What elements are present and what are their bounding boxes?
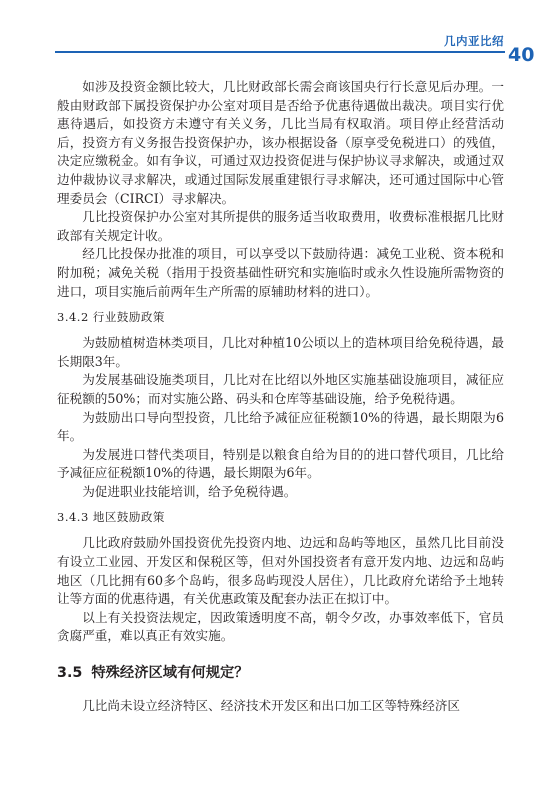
page-number: 40 — [508, 44, 535, 66]
section-title: 特殊经济区域有何规定？ — [91, 665, 249, 682]
page-body — [57, 78, 504, 716]
section-heading — [57, 663, 504, 683]
paragraph: 为鼓励出口导向型投资，几比给予减征应征税额10%的待遇，最长期限为6年。 — [57, 409, 504, 444]
paragraph: 为发展基础设施类项目，几比对在比绍以外地区实施基础设施项目，减征应征税额的50%；而对实施公路、码头和仓库等基础设施，给予免税待遇。 — [57, 372, 504, 406]
subsection-heading-industry-incentives: 3.4.2 行业鼓励政策 — [57, 310, 165, 325]
header-title: 几内亚比绍 — [444, 34, 504, 48]
subsection-heading-regional-incentives: 3.4.3 地区鼓励政策 — [57, 510, 165, 525]
paragraph: 为发展进口替代类项目，特别是以粮食自给为目的的进口替代项目，几比给予减征应征税额10%的待遇，最长期限为6年。 — [57, 446, 504, 481]
paragraph: 几比投资保护办公室对其所提供的服务适当收取费用，收费标准根据几比财政部有关规定计收。 — [57, 209, 504, 243]
paragraph: 经几比投保办批准的项目，可以享受以下鼓励待遇：减免工业税、资本税和附加税；减免关税（指用于投资基础性研究和实施临时或永久性设施所需物资的进口，项目实施后前两年生产所需的原辅助材料的进口）。 — [57, 246, 504, 299]
section-number: 3.5 — [57, 665, 83, 682]
paragraph: 如涉及投资金额比较大，几比财政部长需会商该国央行行长意见后办理。一般由财政部下属投资保护办公室对项目是否给予优惠待遇做出裁决。项目实行优惠待遇后，如投资方未遵守有关义务，几比当局有权取消。项目停止经营活动后，投资方有义务报告投资保护办，该办根据设备（原享受免税进口）的残值，决定应缴税金。如有争议，可通过双边投资促进与保护协议寻求解决，或通过双边仲裁协议寻求解决，或通过国际发展重建银行寻求解决，还可通过国际中心管理委员会（CIRCI）寻求解决。 — [57, 79, 504, 206]
paragraph: 为促进职业技能培训，给予免税待遇。 — [82, 483, 297, 499]
paragraph: 以上有关投资法规定，因政策透明度不高，朝令夕改，办事效率低下，官员贪腐严重，难以真正有效实施。 — [57, 609, 504, 644]
paragraph: 几比政府鼓励外国投资优先投资内地、边远和岛屿等地区，虽然几比目前没有设立工业园、开发区和保税区等，但对外国投资者有意开发内地、边远和岛屿地区（几比拥有60多个岛屿，很多岛屿现没人居住），几比政府允诺给予土地转让等方面的优惠待遇，有关优惠政策及配套办法正在拟订中。 — [57, 535, 504, 607]
paragraph: 为鼓励植树造林类项目，几比对种植10公顷以上的造林项目给免税待遇，最长期限3年。 — [57, 335, 504, 369]
header-divider — [55, 51, 505, 53]
paragraph: 几比尚未设立经济特区、经济技术开发区和出口加工区等特殊经济区 — [82, 698, 460, 714]
